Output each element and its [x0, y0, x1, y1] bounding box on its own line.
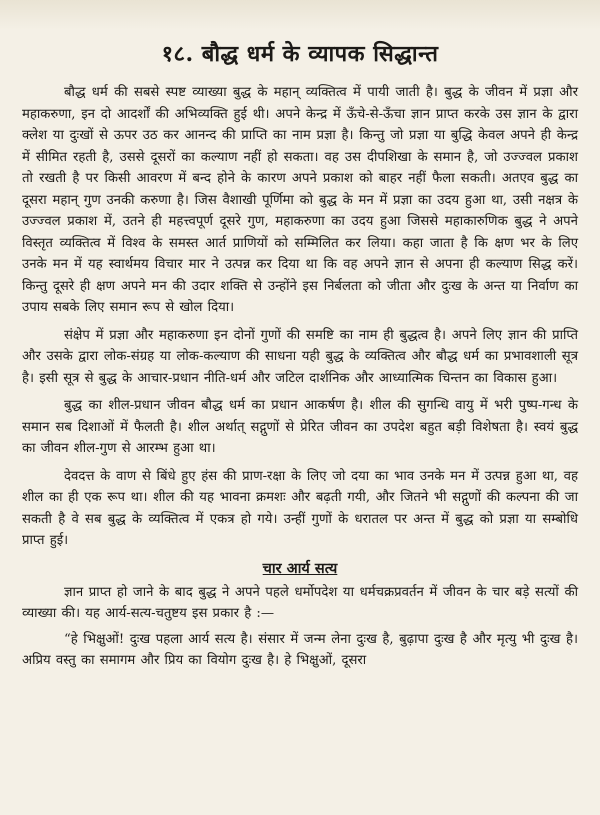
chapter-heading: १८. बौद्ध धर्म के व्यापक सिद्धान्त: [161, 41, 439, 67]
paragraph-5: ज्ञान प्राप्त हो जाने के बाद बुद्ध ने अपने पहले धर्मोपदेश या धर्मचक्रप्रवर्तन में जीवन के चार बड़े सत्यों की व्याख्या की। यह आर्य-सत्य-चतुष्टय इस प्रकार है :—: [22, 584, 578, 621]
paragraph-4: देवदत्त के वाण से बिंधे हुए हंस की प्राण-रक्षा के लिए जो दया का भाव उनके मन में उत्पन्न हुआ था, वह शील का ही एक रूप था। शील की यह भावना क्रमशः और बढ़ती गयी, और जितने भी सद्गुणों की कल्पना की जा सकती है वे सब बुद्ध के व्यक्तित्व में एकत्र हो गये। उन्हीं गुणों के धरातल पर अन्त में बुद्ध को प्रज्ञा या सम्बोधि प्राप्त हुई।: [22, 468, 578, 548]
paragraph-1: बौद्ध धर्म की सबसे स्पष्ट व्याख्या बुद्ध के महान् व्यक्तित्व में पायी जाती है। बुद्ध के जीवन में प्रज्ञा और महाकरुणा, इन दो आदर्शों की अभिव्यक्ति हुई थी। अपने केन्द्र में ऊँचे-से-ऊँचा ज्ञान प्राप्त करके उस ज्ञान के द्वारा क्लेश या दुःखों से ऊपर उठ कर आनन्द की प्राप्ति का नाम प्रज्ञा है। किन्तु जो प्रज्ञा या बुद्धि केवल अपने ही केन्द्र में सीमित रहती है, उससे दूसरों का कल्याण नहीं हो सकता। वह उस दीपशिखा के समान है, जो उज्ज्वल प्रकाश तो रखती है पर किसी आवरण में बन्द होने के कारण अपने प्रकाश को बाहर नहीं फैला सकती। अतएव बुद्ध का दूसरा महान् गुण उनकी करुणा है। जिस वैशाखी पूर्णिमा को बुद्ध के मन में प्रज्ञा का उदय हुआ था, उसी नक्षत्र के उज्ज्वल प्रकाश में, उतने ही महत्त्वपूर्ण दूसरे गुण, महाकरुणा का उदय हुआ जिससे महाकारुणिक बुद्ध ने अपने विस्तृत व्यक्तित्व में विश्व के समस्त आर्त प्राणियों को सम्मिलित कर लिया। कहा जाता है कि क्षण भर के लिए उनके मन में यह स्वार्थमय विचार मार ने उत्पन्न कर दिया था कि वह अपने ज्ञान से अपना ही कल्याण सिद्ध करें। किन्तु दूसरे ही क्षण अपने मन की उदार शक्ति से उन्होंने इस निर्बलता को जीता और दुःख के अन्त या निर्वाण का उपाय सबके लिए समान रूप से खोल दिया।: [22, 85, 578, 315]
paragraph-3: बुद्ध का शील-प्रधान जीवन बौद्ध धर्म का प्रधान आकर्षण है। शील की सुगन्धि वायु में भरी पुष्प-गन्ध के समान सब दिशाओं में फैलती है। शील अर्थात् सद्गुणों से प्रेरित जीवन का उपदेश बहुत बड़ी विशेषता है। स्वयं बुद्ध का जीवन शील-गुण से आरम्भ हुआ था।: [22, 398, 578, 456]
quotation-paragraph: “हे भिक्षुओं! दुःख पहला आर्य सत्य है। संसार में जन्म लेना दुःख है, बुढ़ापा दुःख है और मृत्यु भी दुःख है। अप्रिय वस्तु का समागम और प्रिय का वियोग दुःख है। हे भिक्षुओं, दूसरा: [22, 631, 578, 668]
paper-stain: [0, 0, 600, 30]
paragraph-2: संक्षेप में प्रज्ञा और महाकरुणा इन दोनों गुणों की समष्टि का नाम ही बुद्धत्व है। अपने लिए ज्ञान की प्राप्ति और उसके द्वारा लोक-संग्रह या लोक-कल्याण की साधना यही बुद्ध के व्यक्तित्व और बौद्ध धर्म का प्रभावशाली सूत्र है। इसी सूत्र से बुद्ध के आचार-प्रधान नीति-धर्म और जटिल दार्शनिक और आध्यात्मिक चिन्तन का विकास हुआ।: [22, 327, 578, 386]
section-subheading: चार आर्य सत्य: [262, 559, 338, 577]
